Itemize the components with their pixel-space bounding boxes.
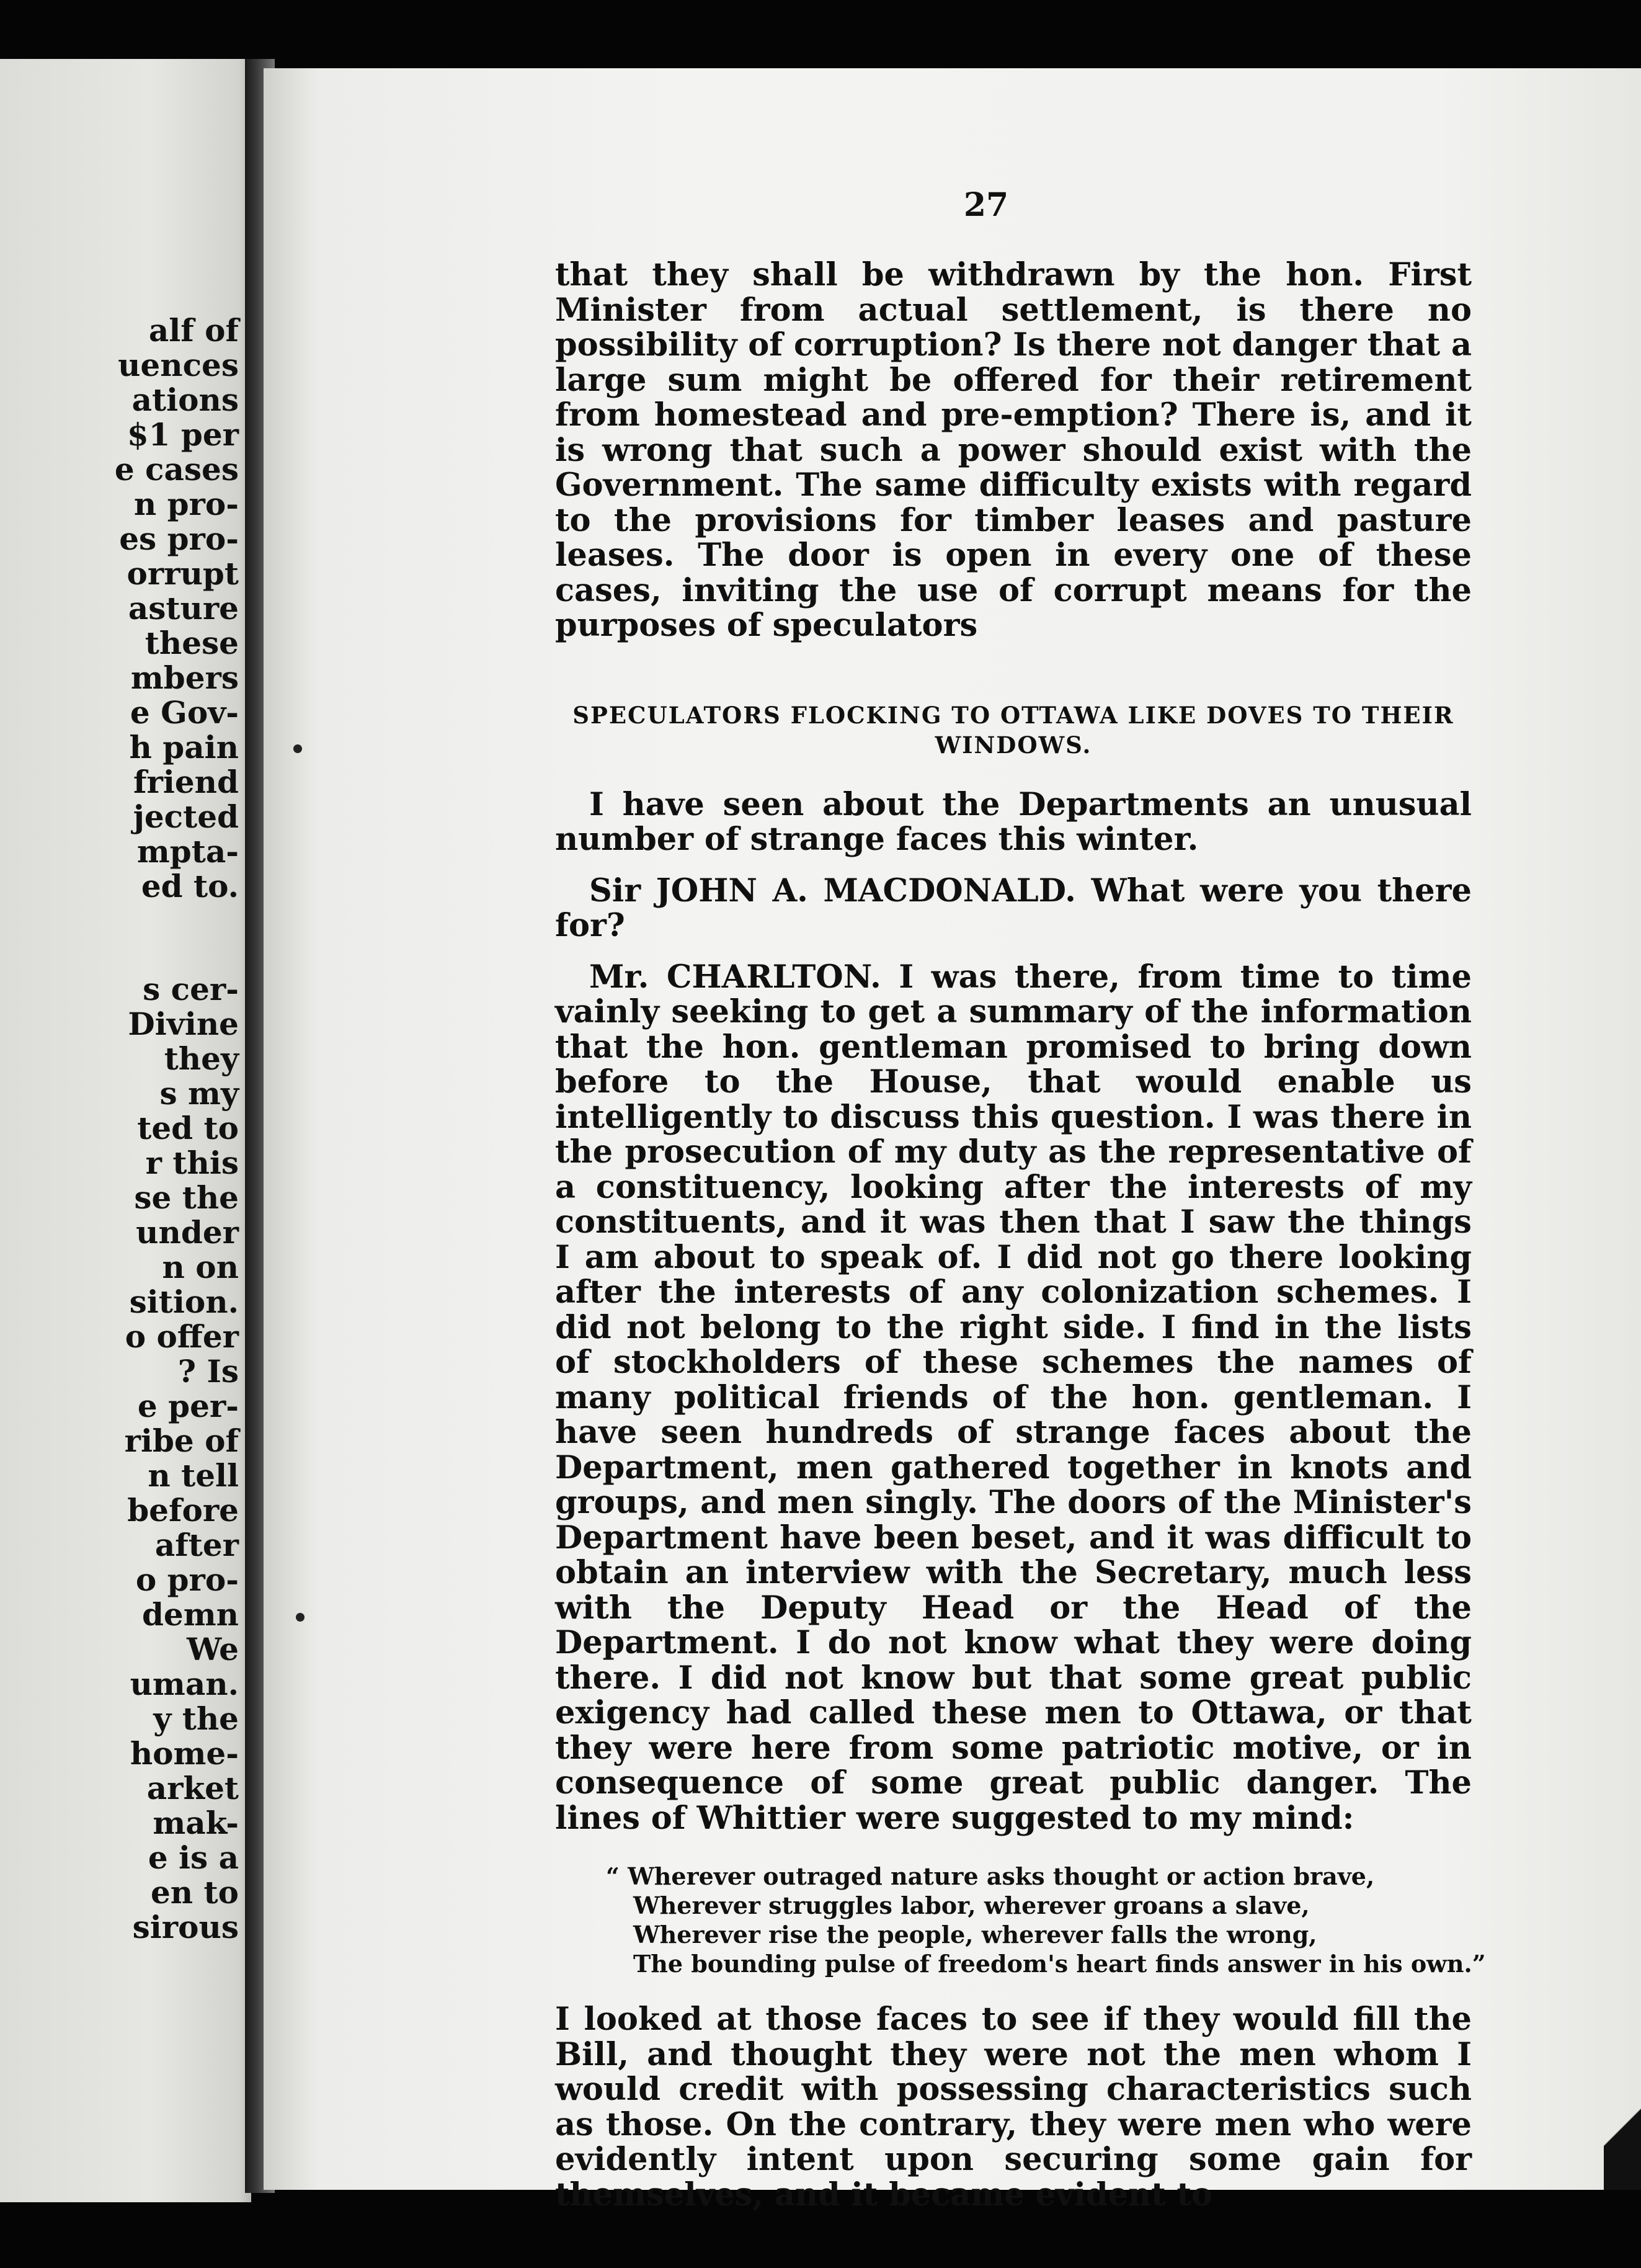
speech-text: I was there, from time to time vainly seeking to get a summary of the information that the hon. gentleman promised to bring down before to the House, that would enable us intelligently to discuss this question. I was there in the prosecution of my duty as the representative of a constituency, looking after the interests of my constituents, and it was then that I saw the things I am about to speak of. I did not go there looking after the interests of any colonization schemes. I did not belong to the right side. I find in the lists of stockholders of these schemes the names of many political friends of the hon. gentleman. I have seen hundreds of strange faces about the Department, men gathered together in knots and groups, and men singly. The doors of the Minister's Department have been beset, and it was difficult to obtain an interview with the Secretary, much less with the Deputy Head or the Head of the Department. I do not know what they were doing there. I did not know but that some great public exigency had called these men to Ottawa, or that they were here from some patriotic motive, or in consequence of some great public danger. The lines of Whittier were suggested to my mind:: [555, 958, 1472, 1837]
text-fragment: friend: [133, 764, 239, 800]
text-fragment: Divine: [128, 1006, 239, 1042]
text-fragment: s cer-: [143, 971, 239, 1007]
text-fragment: y the: [153, 1700, 239, 1737]
previous-page: [0, 59, 251, 2202]
speech-text: What were you there for?: [555, 872, 1472, 944]
poem-line: “ Wherever outraged nature asks thought or action brave,: [606, 1862, 1375, 1890]
poem-line: Wherever struggles labor, wherever groans a slave,: [633, 1891, 1310, 1919]
section-heading: SPECULATORS FLOCKING TO OTTAWA LIKE DOVES TO THEIR WINDOWS.: [572, 701, 1454, 759]
text-fragment: n on: [162, 1249, 239, 1285]
text-fragment: alf of: [148, 312, 239, 349]
speck: [296, 1613, 305, 1622]
text-fragment: o offer: [125, 1318, 239, 1355]
text-fragment: e per-: [137, 1388, 239, 1424]
page-number: 27: [963, 186, 1009, 224]
text-fragment: se the: [134, 1179, 239, 1216]
speaker-name: Sir JOHN A. MACDONALD.: [589, 872, 1076, 909]
text-fragment: $1 per: [127, 416, 239, 453]
poem-quotation: [606, 1862, 1486, 1978]
text-fragment: ations: [131, 382, 239, 418]
poem-line: The bounding pulse of freedom's heart finds answer in his own.”: [633, 1950, 1486, 1978]
previous-page-text-fragments: [34, 313, 239, 1945]
text-fragment: uences: [118, 347, 239, 383]
paragraph: I have seen about the Departments an unusual number of strange faces this winter.: [555, 785, 1472, 858]
text-fragment: h pain: [129, 729, 239, 766]
text-fragment: uman.: [130, 1666, 239, 1702]
text-fragment: mbers: [130, 659, 239, 696]
text-fragment: e is a: [148, 1839, 239, 1876]
text-fragment: ed to.: [141, 868, 239, 904]
poem-line: Wherever rise the people, wherever falls the wrong,: [633, 1921, 1317, 1949]
text-fragment: sition.: [129, 1284, 239, 1320]
text-fragment: after: [154, 1527, 239, 1563]
text-fragment: r this: [145, 1145, 239, 1181]
text-fragment: n pro-: [133, 486, 239, 522]
speck: [293, 744, 302, 753]
speaker-name: Mr. CHARLTON.: [589, 958, 881, 996]
text-fragment: en to: [150, 1874, 239, 1911]
text-fragment: orrupt: [127, 555, 239, 592]
text-fragment: demn: [141, 1596, 239, 1633]
text-fragment: ? Is: [177, 1353, 239, 1390]
text-fragment: n tell: [148, 1457, 239, 1494]
text-fragment: mpta-: [136, 833, 239, 870]
text-fragment: e Gov-: [130, 694, 239, 731]
text-fragment: home-: [130, 1735, 239, 1772]
paragraph: I looked at those faces to see if they would fill the Bill, and thought they were not the men whom I would credit with possessing characteristics such as those. On the contrary, they were men who were evidently intent upon securing some gain for themselves, and it became evident to: [555, 2001, 1472, 2213]
speech: [555, 960, 1472, 1836]
text-fragment: jected: [133, 798, 239, 835]
text-fragment: es pro-: [119, 520, 239, 557]
paragraph: that they shall be withdrawn by the hon. First Minister from actual settlement, is there no possibility of corruption? Is there not danger that a large sum might be offered for their retirement from homestead and pre-emption? There is, and it is wrong that such a power should exist with the Government. The same difficulty exists with regard to the provisions for timber leases and pasture leases. The door is open in every one of these cases, inviting the use of corrupt means for the purposes of speculators: [555, 256, 1472, 644]
text-fragment: ribe of: [124, 1422, 239, 1459]
text-fragment: mak-: [153, 1805, 239, 1841]
text-fragment: sirous: [132, 1909, 239, 1945]
speech: [555, 873, 1472, 944]
text-fragment: arket: [146, 1770, 239, 1806]
text-fragment: under: [136, 1214, 239, 1251]
text-column: [555, 256, 1486, 2213]
text-fragment: before: [127, 1492, 239, 1529]
text-fragment: they: [164, 1040, 239, 1077]
text-fragment: ted to: [137, 1110, 239, 1146]
text-fragment: these: [145, 625, 239, 661]
text-fragment: s my: [159, 1075, 239, 1112]
page-corner-shadow: [1604, 2078, 1641, 2190]
text-fragment: asture: [128, 590, 239, 627]
text-fragment: o pro-: [135, 1561, 239, 1598]
text-fragment: We: [187, 1631, 239, 1668]
text-fragment: e cases: [114, 451, 239, 488]
